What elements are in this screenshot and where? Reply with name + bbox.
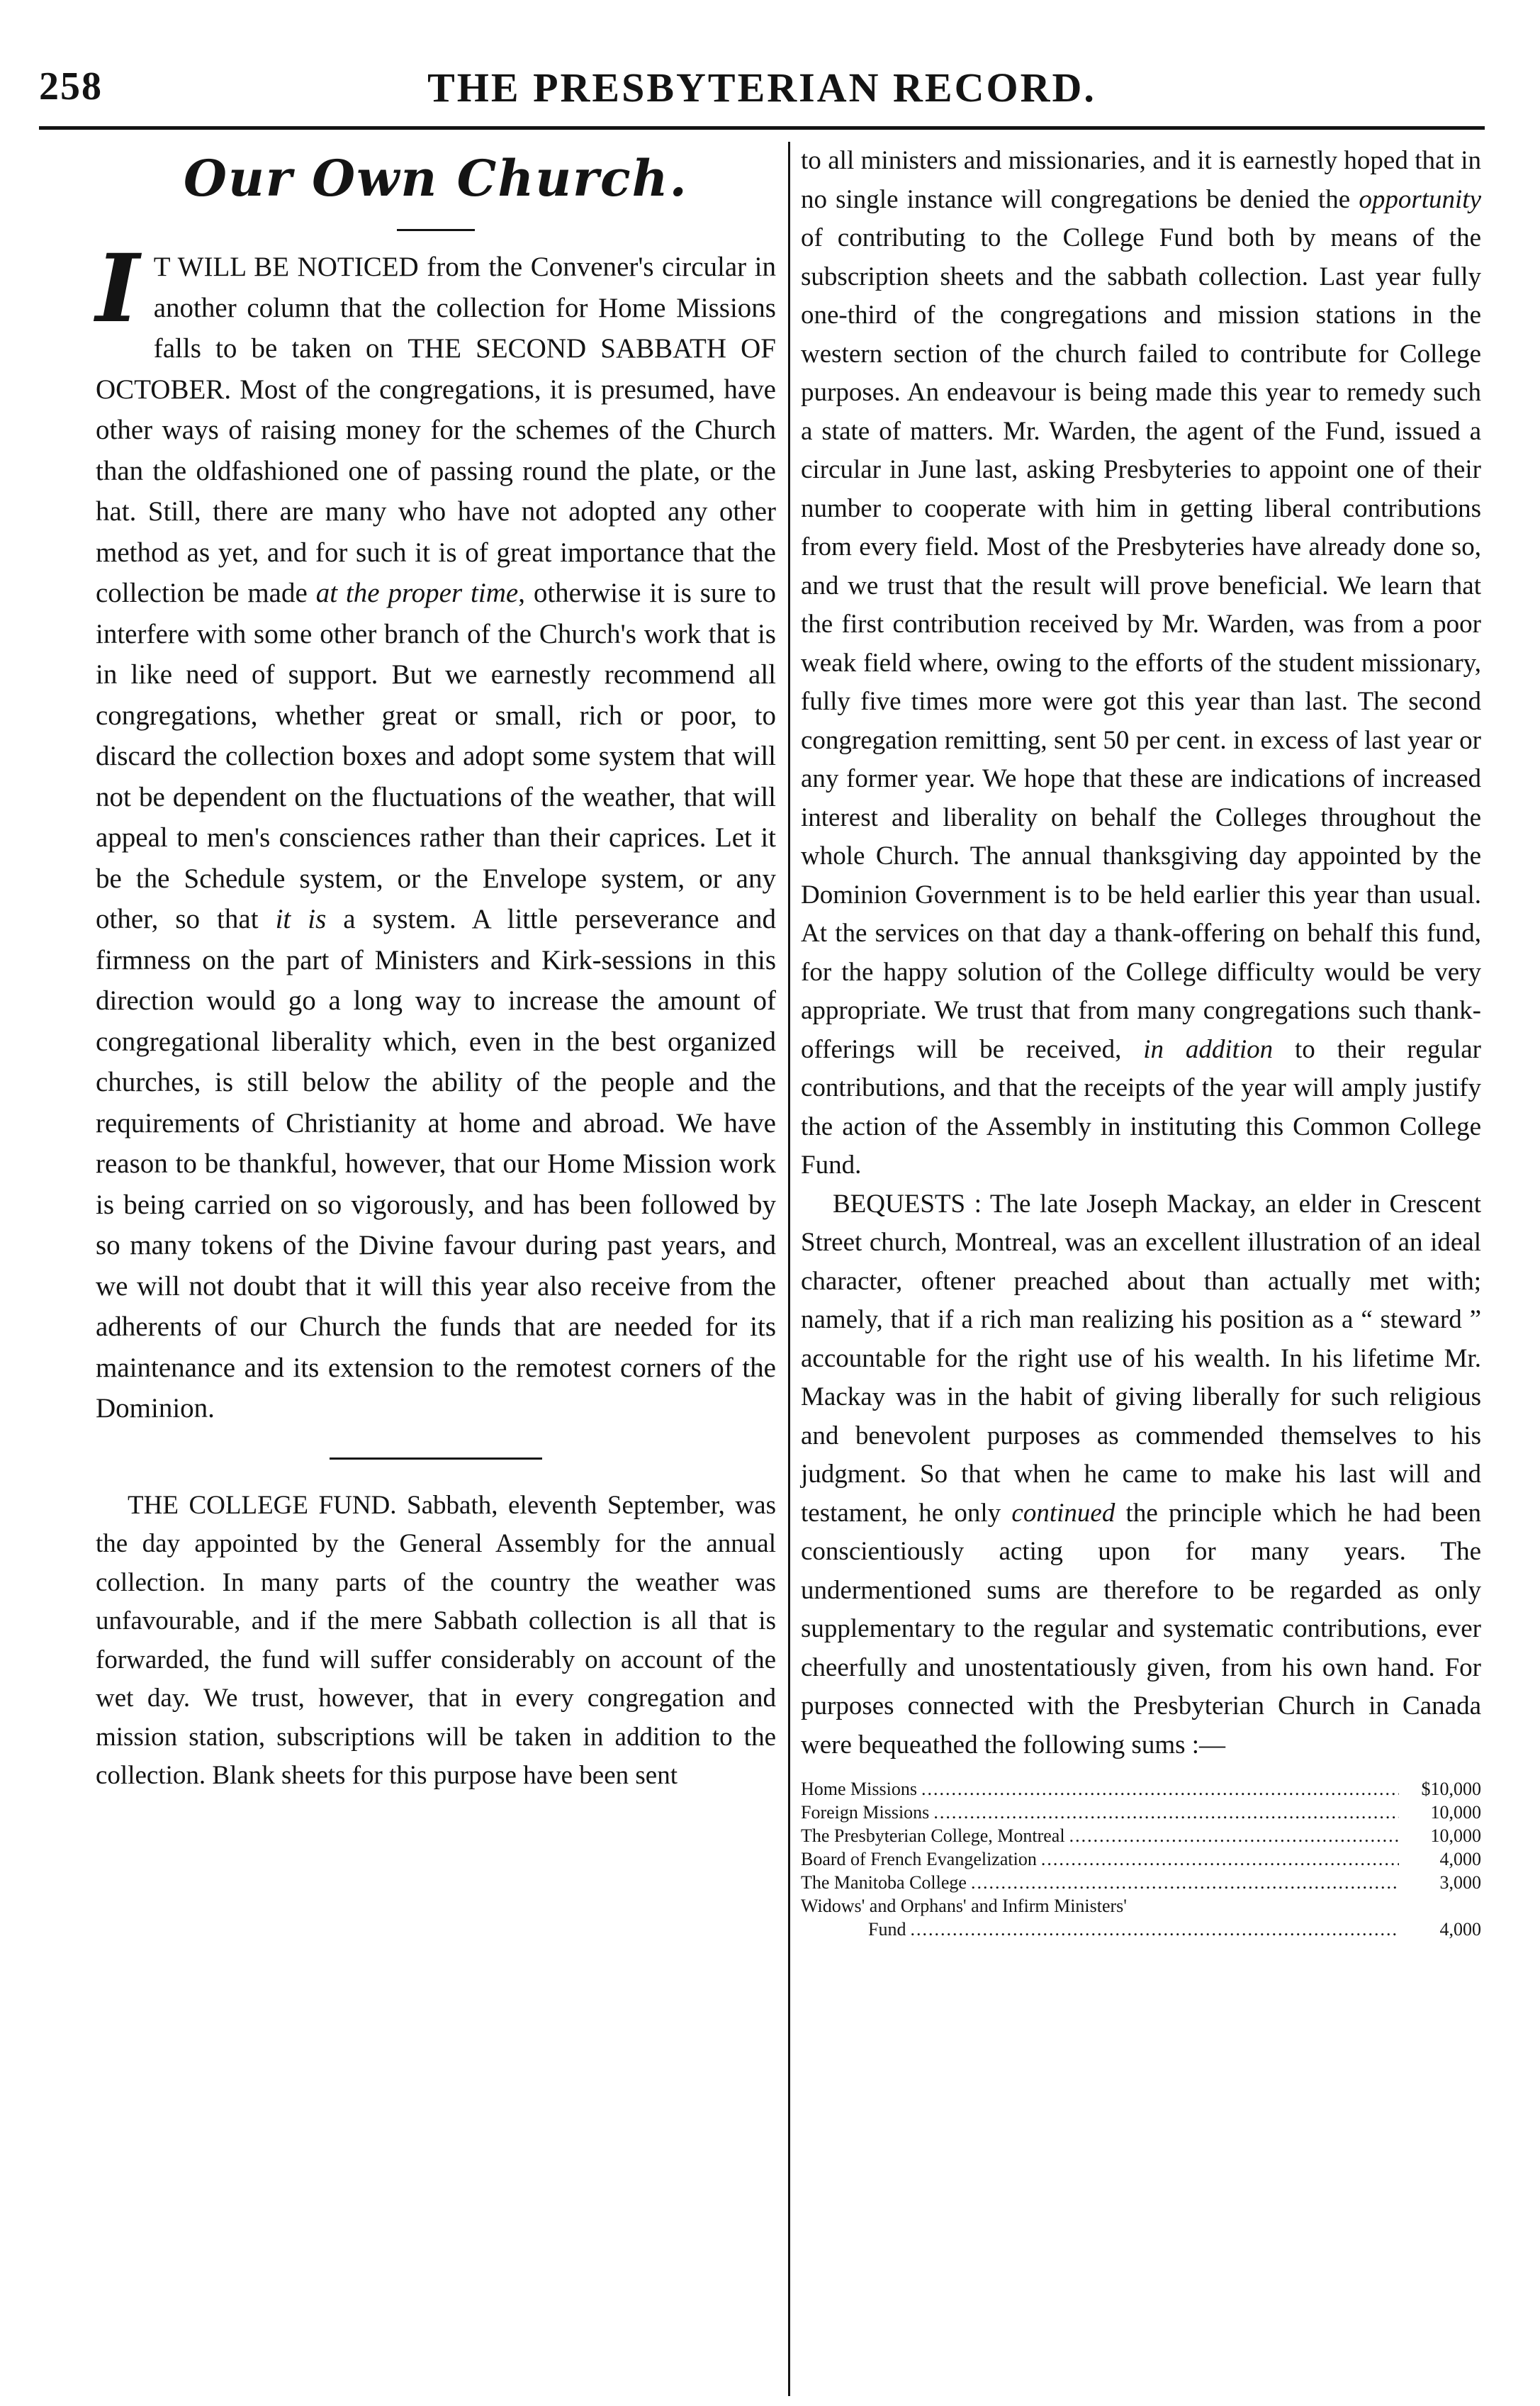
page-number: 258 <box>39 65 103 108</box>
page-header <box>39 64 1485 113</box>
leader-dots <box>933 1801 1399 1824</box>
leader-dots <box>1069 1824 1399 1847</box>
column-divider <box>788 142 790 2396</box>
bequest-name: Widows' and Orphans' and Infirm Ministers' <box>801 1896 1127 1916</box>
bequest-amount: 3,000 <box>1439 1872 1481 1893</box>
italic-text: at the proper time <box>315 578 519 608</box>
para-text: BEQUESTS : The late Joseph Mackay, an elder in Crescent Street church, Montreal, was an excellent illustration of an ideal character, oftener preached about than actually met with; namely, that if a rich man realizing his position as a “ steward ” accountable for the right use of his wealth. In his lifetime Mr. Mackay was in the habit of giving liberally for such religious and benevolent purposes as commended themselves to his judgment. So that when he came to make his last will and testament, he only <box>801 1189 1481 1528</box>
bequest-row <box>801 1871 1481 1894</box>
para-text: . Most of the congregations, it is presumed, have other ways of raising money for the schemes of the Church than the oldfashioned one of passing round the plate, or the hat. Still, there are many who have not adopted any other method as yet, and for such it is of great importance that the collection be made <box>96 374 776 608</box>
section-divider <box>330 1457 542 1460</box>
bequest-row <box>801 1894 1481 1941</box>
right-column <box>801 142 1481 1941</box>
bequest-amount: 4,000 <box>1439 1919 1481 1940</box>
para-text: to their regular contributions, and that the receipts of the year will amply justify the action of the Assembly in instituting this Common College Fund. <box>801 1034 1481 1180</box>
bequest-continuation <box>801 1918 1481 1941</box>
para-text: a system. A little perseverance and firmness on the part of Ministers and Kirk-sessions in this direction would go a long way to increase the amount of congregational liberality which, even in the best organized churches, is still below the ability of the people and the requirements of Christianity at home and abroad. We have reason to be thankful, however, that our Home Mission work is being carried on so vigorously, and has been followed by so many tokens of the Divine favour during past years, and we will not doubt that it will this year also receive from the adherents of our Church the funds that are needed for its maintenance and its extension to the remotest corners of the Dominion. <box>96 904 776 1423</box>
italic-text: continued <box>1011 1498 1115 1528</box>
bequest-row <box>801 1824 1481 1847</box>
para-text: of contributing to the College Fund both by means of the subscription sheets and the sabbath collection. Last year fully one-third of the congregations and mission stations in the western section of the church failed to contribute for College purposes. An endeavour is being made this year to remedy such a state of matters. Mr. Warden, the agent of the Fund, issued a circular in June last, asking Presbyteries to appoint one of their number to cooperate with him in getting liberal contributions from every field. Most of the Presbyteries have already done so, and we trust that the result will prove beneficial. We learn that the first contribution received by Mr. Warden, was from a poor weak field where, owing to the efforts of the student missionary, fully five times more were got this year than last. The second congregation remitting, sent 50 per cent. in excess of last year or any former year. We hope that these are indications of increased interest and liberality on behalf the Colleges throughout the whole Church. The annual thanksgiving day appointed by the Dominion Government is to be held earlier this year than usual. At the services on that day a thank-offering on behalf this fund, for the happy solution of the College difficulty would be very appropriate. We trust that from many congregations such thank-offerings will be received, <box>801 223 1481 1064</box>
home-missions-paragraph <box>96 234 776 1429</box>
bequest-name: Board of French Evangelization <box>801 1849 1037 1869</box>
title-rule <box>397 229 475 231</box>
left-column <box>96 142 776 1796</box>
leader-dots <box>910 1918 1399 1941</box>
college-fund-paragraph: THE COLLEGE FUND. Sabbath, eleventh September, was the day appointed by the General Assembly for the annual collection. In many parts of the country the weather was unfavourable, and if the mere Sabbath collection is all that is forwarded, the fund will suffer considerably on account of the wet day. We trust, however, that in every congregation and mission station, subscriptions will be taken in addition to the collection. Blank sheets for this purpose have been sent <box>96 1490 776 1790</box>
bequest-name: Foreign Missions <box>801 1802 930 1823</box>
leader-dots <box>921 1777 1399 1801</box>
bequest-name: Home Missions <box>801 1779 917 1799</box>
journal-title: THE PRESBYTERIAN RECORD. <box>427 65 1096 111</box>
bequest-row <box>801 1777 1481 1801</box>
bequest-row <box>801 1801 1481 1824</box>
section-title: Our Own Church. <box>184 149 688 208</box>
header-rule <box>39 126 1485 130</box>
bequest-row <box>801 1847 1481 1871</box>
bequest-name: Fund <box>868 1919 906 1940</box>
bequest-amount: 4,000 <box>1439 1849 1481 1869</box>
italic-text: opportunity <box>1359 184 1481 214</box>
bequest-amount: $10,000 <box>1421 1779 1481 1799</box>
leader-dots <box>1041 1847 1399 1871</box>
date-caps: THE SECOND SABBATH OF OCTOBER <box>96 333 776 405</box>
para-text: , otherwise it is sure to interfere with some other branch of the Church's work that is in like need of support. But we earnestly recommend all congregations, whether great or small, rich or poor, to discard the collection boxes and adopt some system that will not be dependent on the fluctuations of the weather, that will appeal to men's consciences rather than their caprices. Let it be the Schedule system, or the Envelope system, or any other, so that <box>96 578 776 934</box>
lead-caps: T WILL BE NOTICED <box>153 252 419 282</box>
bequest-name: The Manitoba College <box>801 1872 967 1893</box>
bequest-amount: 10,000 <box>1430 1802 1481 1823</box>
italic-text: it is <box>275 904 327 934</box>
bequests-paragraph <box>801 1185 1481 1765</box>
para-text: from the Convener's circular in another column that the collection for Home Missions falls to be taken on <box>153 252 776 364</box>
drop-cap: I <box>96 234 140 344</box>
para-text: the principle which he had been conscientiously acting upon for many years. The undermentioned sums are therefore to be regarded as only supplementary to the regular and systematic contributions, ever cheerfully and unostentatiously given, from his own hand. For purposes connected with the Presbyterian Church in Canada were bequeathed the following sums :— <box>801 1498 1481 1759</box>
bequests-list <box>801 1777 1481 1941</box>
bequest-name: The Presbyterian College, Montreal <box>801 1825 1065 1846</box>
college-fund-continued <box>801 142 1481 1185</box>
leader-dots <box>971 1871 1399 1894</box>
italic-text: in addition <box>1143 1034 1274 1064</box>
bequest-amount: 10,000 <box>1430 1825 1481 1846</box>
para-text: to all ministers and missionaries, and it is earnestly hoped that in no single instance will congregations be denied the <box>801 146 1481 214</box>
